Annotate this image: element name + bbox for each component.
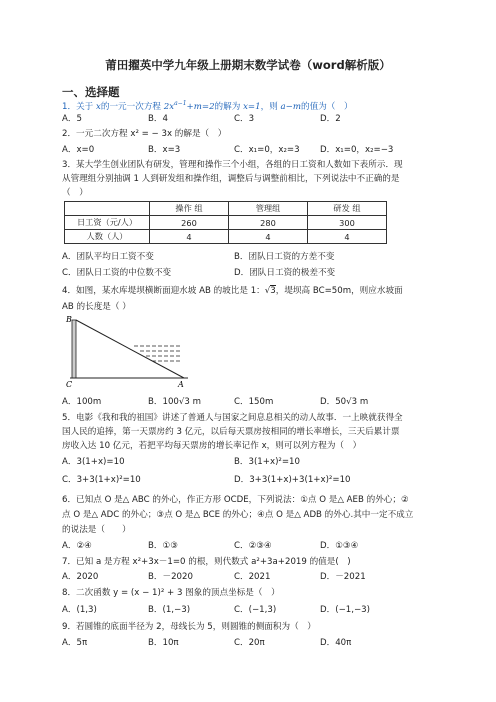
wage-table [64, 201, 387, 244]
question-6-line2: 点 O 是△ ADC 的外心；③点 O 是△ BCE 的外心；④点 O 是△ ADB 的外心.其中一定不成立 [62, 510, 414, 520]
q6-option-c: C．②③④ [234, 541, 272, 551]
dam-wall [72, 320, 76, 378]
q4-option-c: C．150m [234, 397, 274, 407]
q7-option-c: C．2021 [234, 572, 271, 582]
q3-option-b: B．团队日工资的方差不变 [234, 252, 335, 262]
question-6-line1: 6．已知点 O 是△ ABC 的外心，作正方形 OCDE，下列说法：①点 O 是△ AEB 的外心；② [62, 495, 409, 505]
q5-option-c: C．3+3(1+x)²=10 [62, 475, 141, 485]
q1-option-d: D．2 [320, 114, 341, 124]
q8-option-a: A．(1,3) [62, 605, 97, 615]
question-8: 8．二次函数 y = (x − 1)² + 3 图象的顶点坐标是（ ） [62, 588, 280, 598]
question-7: 7．已知 a 是方程 x²+3x－1=0 的根，则代数式 a²+3a+2019 的值是( ) [62, 557, 351, 567]
slope-ab [76, 320, 184, 378]
q2-option-c: C．x₁=0，x₂=3 [234, 145, 300, 155]
question-5-line2: 国人民的追捧，第一天票房约 3 亿元，以后每天票房按相同的增长率增长，三天后累计票 [62, 427, 400, 437]
label-b: B [66, 316, 72, 324]
question-9: 9．若圆锥的底面半径为 2，母线长为 5，则圆锥的侧面积为（ ） [62, 622, 316, 632]
q7-option-b: B．－2020 [148, 572, 193, 582]
question-6-line3: 的说法是（ ） [62, 525, 131, 535]
q2-option-b: B．x=3 [148, 145, 181, 155]
q2-option-a: A．x=0 [62, 145, 95, 155]
water-lines [134, 346, 182, 361]
q9-option-c: C．20π [234, 638, 265, 648]
sqrt-symbol: √ [264, 286, 271, 296]
q1-option-b: B．4 [148, 114, 168, 124]
q5-option-b: B．3(1+x)²=10 [234, 457, 300, 467]
q4-option-d: D．50√3 m [320, 397, 369, 407]
q6-option-b: B．①③ [148, 541, 178, 551]
dam-cross-section-figure [64, 316, 194, 388]
question-3-line2: 从管理组分别抽调 1 人到研发组和操作组，调整后与调整前相比，下列说法中不正确的是 [62, 174, 400, 184]
q8-option-c: C．(−1,3) [234, 605, 277, 615]
q1-option-a: A．5 [62, 114, 82, 124]
q3-option-c: C．团队日工资的中位数不变 [62, 268, 172, 278]
q2-option-d: D．x₁=0，x₂=−3 [320, 145, 394, 155]
q6-option-a: A．②④ [62, 541, 92, 551]
q1-option-c: C．3 [234, 114, 255, 124]
section-heading: 一、选择题 [62, 85, 120, 99]
q4-option-a: A．100m [62, 397, 102, 407]
table-row: 人数（人） 4 4 4 [65, 230, 387, 244]
question-3-line1: 3．某大学生创业团队有研发，管理和操作三个小组，各组的日工资和人数如下表所示．现 [62, 160, 403, 170]
question-1: 1．关于 x的一元一次方程 $2x^{a-1}+m=2$的解为 x=1，则 a−m的值为（ ） [62, 100, 353, 112]
q4-option-b: B．100√3 m [148, 397, 201, 407]
q7-option-d: D．－2021 [320, 572, 366, 582]
q9-option-d: D．40π [320, 638, 352, 648]
q9-option-b: B．10π [148, 638, 179, 648]
question-3-line3: （ ） [62, 188, 88, 198]
q3-option-a: A．团队平均日工资不变 [62, 252, 154, 262]
q6-option-d: D．①③④ [320, 541, 359, 551]
table-header-row: 操作 组 管理组 研发 组 [65, 202, 387, 216]
q5-option-a: A．3(1+x)=10 [62, 457, 125, 467]
table-row: 日工资（元/人） 260 280 300 [65, 216, 387, 230]
question-4-line1: 4．如图，某水库堤坝横断面迎水坡 AB 的坡比是 1：√3，堤坝高 BC=50m，则应水坡面 [62, 286, 403, 296]
q5-option-d: D．3+3(1+x)+3(1+x)²=10 [234, 475, 351, 485]
question-5-line1: 5．电影《我和我的祖国》讲述了普通人与国家之间息息相关的动人故事．一上映就获得全 [62, 413, 403, 423]
question-4-line2: AB 的长度是（ ） [62, 302, 131, 312]
question-5-line3: 房收入达 10 亿元，若把平均每天票房的增长率记作 x，则可以列方程为（ ） [62, 441, 362, 451]
q7-option-a: A．2020 [62, 572, 99, 582]
question-2: 2．一元二次方程 x² = − 3x 的解是（ ） [62, 129, 227, 139]
label-a: A [178, 380, 184, 388]
q8-option-b: B．(1,−3) [148, 605, 191, 615]
q8-option-d: D．(−1,−3) [320, 605, 370, 615]
q3-option-d: D．团队日工资的极差不变 [234, 268, 336, 278]
q9-option-a: A．5π [62, 638, 88, 648]
label-c: C [66, 380, 73, 388]
page-title: 莆田擢英中学九年级上册期末数学试卷（word解析版） [105, 58, 391, 72]
